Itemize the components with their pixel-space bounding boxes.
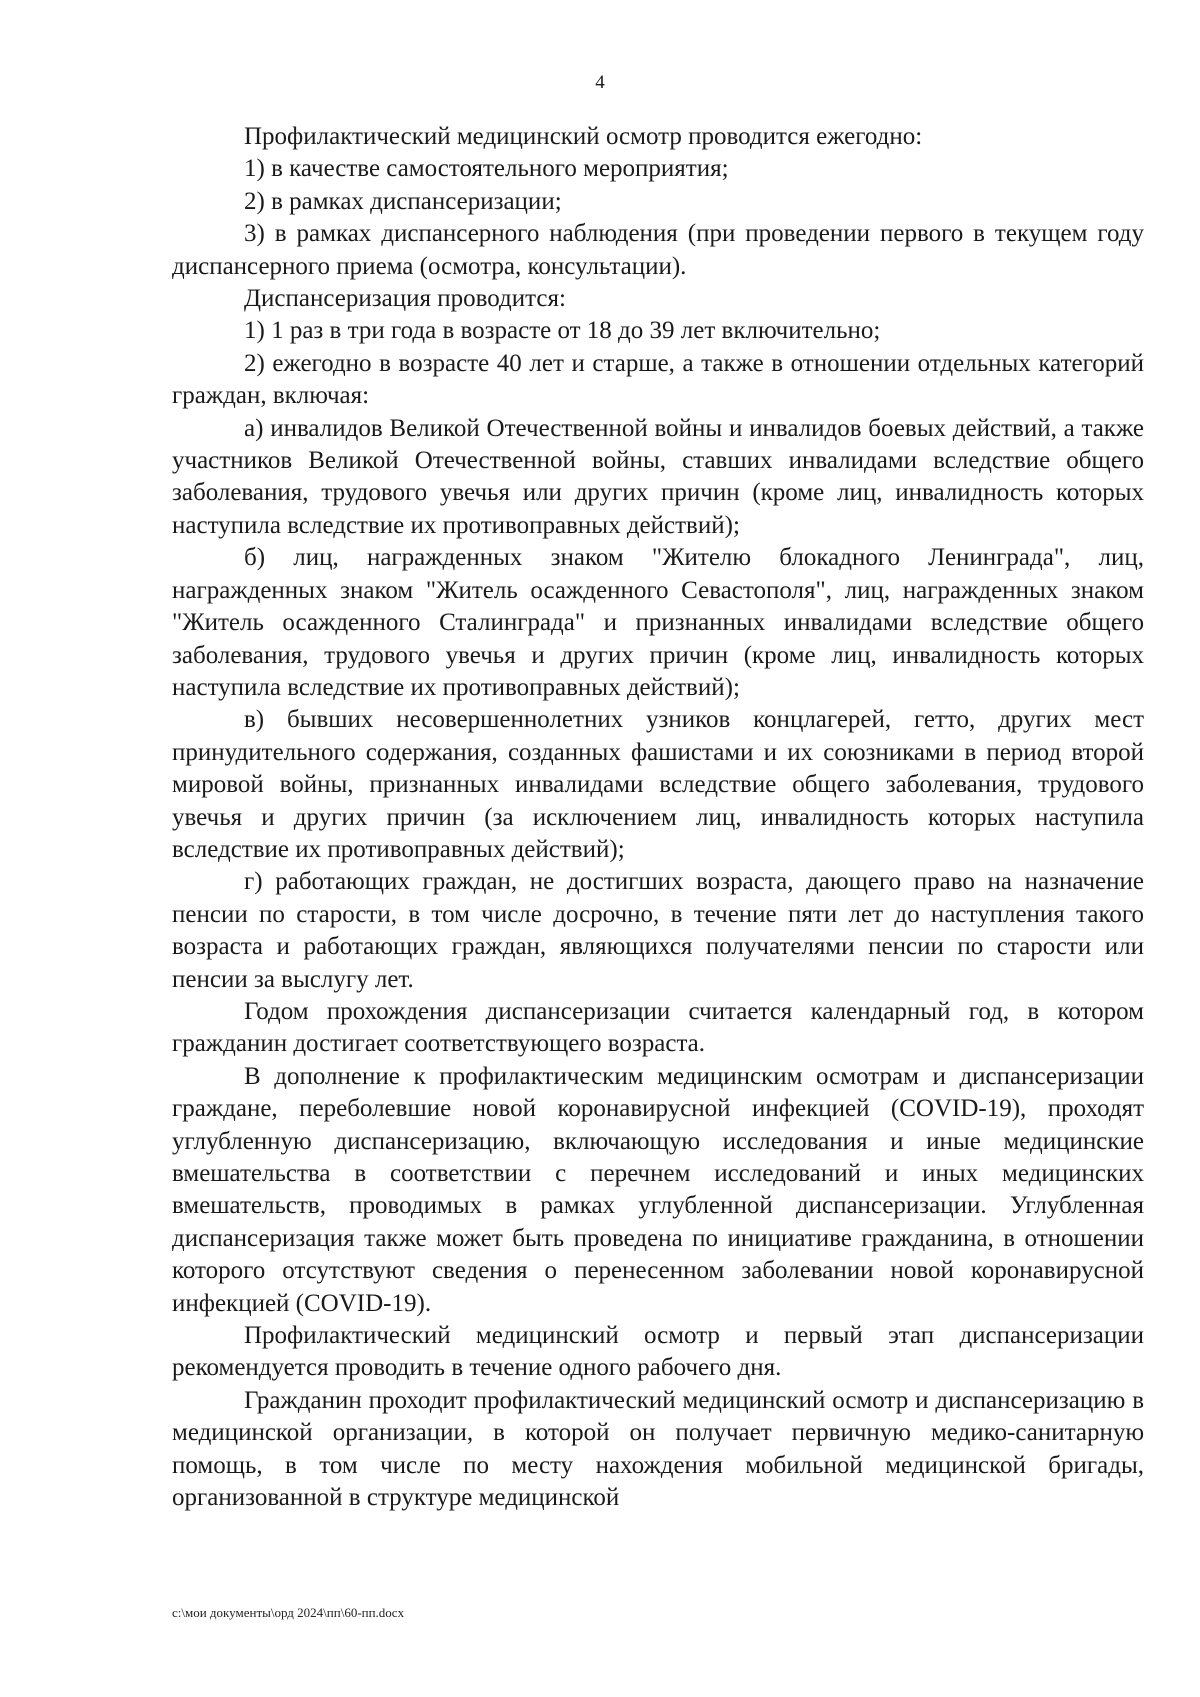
page-number: 4 — [595, 72, 605, 93]
paragraph: Профилактический медицинский осмотр проводится ежегодно: — [244, 123, 923, 150]
paragraph: г) работающих граждан, не достигших возраста, дающего право на назначение пенсии по старости, в том числе досрочно, в течение пяти лет до наступления такого возраста и работающих граждан, являющихся получателями пенсии по старости или пенсии за выслугу лет. — [172, 868, 1144, 993]
document-body — [172, 121, 1144, 1514]
paragraph: В дополнение к профилактическим медицинским осмотрам и диспансеризации граждане, переболевшие новой коронавирусной инфекцией (COVID-19), проходят углубленную диспансеризацию, включающую исследования и иные медицинские вмешательства в соответствии с перечнем исследований и иных медицинских вмешательств, проводимых в рамках углубленной диспансеризации. Углубленная диспансеризация также может быть проведена по инициативе гражданина, в отношении которого отсутствуют сведения о перенесенном заболевании новой коронавирусной инфекцией (COVID-19). — [172, 1062, 1144, 1317]
paragraph: 1) в качестве самостоятельного мероприятия; — [244, 155, 729, 183]
paragraph: Профилактический медицинский осмотр и первый этап диспансеризации рекомендуется проводить в течение одного рабочего дня. — [172, 1322, 1144, 1382]
file-path-footer: c:\мои документы\орд 2024\пп\60-пп.docx — [172, 1605, 405, 1620]
paragraph: Диспансеризация проводится: — [244, 285, 566, 313]
paragraph: 2) в рамках диспансеризации; — [244, 187, 562, 215]
paragraph: а) инвалидов Великой Отечественной войны и инвалидов боевых действий, а также участников Великой Отечественной войны, ставших инвалидами вследствие общего заболевания, трудового увечья или других причин (кроме лиц, инвалидность которых наступила вследствие их противоправных действий); — [172, 414, 1144, 539]
paragraph: в) бывших несовершеннолетних узников концлагерей, гетто, других мест принудительного содержания, созданных фашистами и их союзниками в период второй мировой войны, признанных инвалидами вследствие общего заболевания, трудового увечья и других причин (за исключением лиц, инвалидность которых наступила вследствие их противоправных действий); — [172, 706, 1144, 863]
paragraph: б) лиц, награжденных знаком "Жителю блокадного Ленинграда", лиц, награжденных знаком "Житель осажденного Севастополя", лиц, награжденных знаком "Житель осажденного Сталинграда" и признанных инвалидами вследствие общего заболевания, трудового увечья и других причин (кроме лиц, инвалидность которых наступила вследствие их противоправных действий); — [172, 544, 1144, 701]
paragraph: Гражданин проходит профилактический медицинский осмотр и диспансеризацию в медицинской организации, в которой он получает первичную медико-санитарную помощь, в том числе по месту нахождения мобильной медицинской бригады, организованной в структуре медицинской — [172, 1386, 1144, 1512]
paragraph: 2) ежегодно в возрасте 40 лет и старше, а также в отношении отдельных категорий граждан, включая: — [172, 349, 1144, 410]
paragraph: 3) в рамках диспансерного наблюдения (при проведении первого в текущем году диспансерного приема (осмотра, консультации). — [172, 220, 1144, 280]
paragraph: 1) 1 раз в три года в возрасте от 18 до 39 лет включительно; — [244, 317, 881, 345]
paragraph: Годом прохождения диспансеризации считается календарный год, в котором гражданин достигает соответствующего возраста. — [172, 997, 1144, 1058]
